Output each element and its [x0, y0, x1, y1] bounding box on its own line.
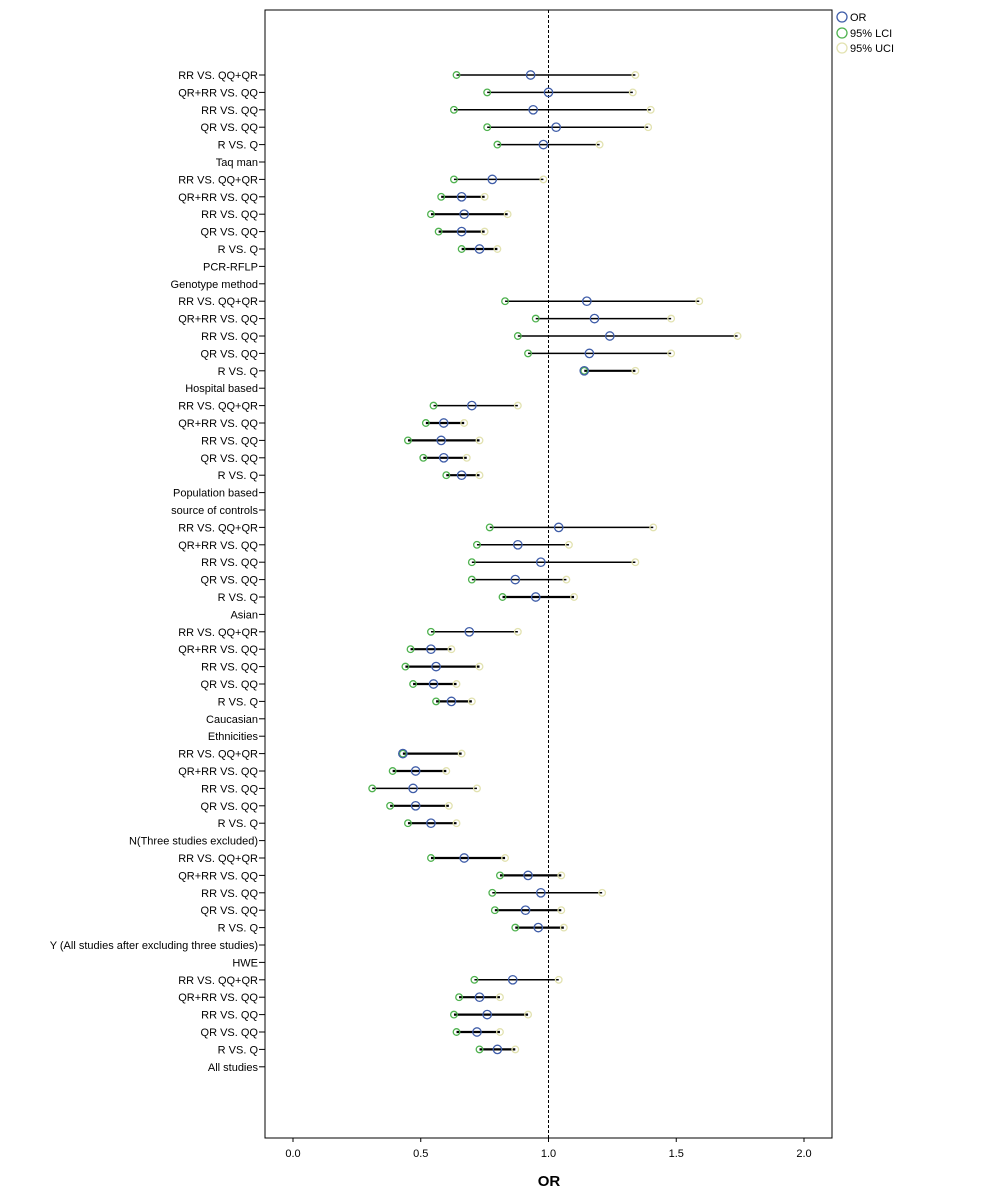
- category-label: R VS. Q: [217, 818, 258, 831]
- legend-or-label: OR: [850, 12, 867, 24]
- category-label: RR VS. QQ+QR: [178, 748, 258, 761]
- y-tick-group: [259, 75, 265, 1067]
- x-tick-label: 1.5: [668, 1148, 684, 1160]
- x-tick-label: 2.0: [796, 1148, 812, 1160]
- category-label: RR VS. QQ: [201, 661, 258, 674]
- category-label: RR VS. QQ: [201, 209, 258, 222]
- legend-uci-marker: [837, 43, 847, 53]
- category-label: RR VS. QQ: [201, 887, 258, 900]
- category-label: Hospital based: [185, 383, 258, 396]
- category-label: QR VS. QQ: [200, 905, 258, 918]
- category-label: R VS. Q: [217, 365, 258, 378]
- x-tick-label: 0.5: [413, 1148, 429, 1160]
- category-label: RR VS. QQ: [201, 435, 258, 448]
- category-label: All studies: [207, 1061, 258, 1074]
- category-label: QR VS. QQ: [200, 226, 258, 239]
- category-label: RR VS. QQ+QR: [178, 70, 258, 82]
- category-label: RR VS. QQ: [201, 331, 258, 343]
- category-label: R VS. Q: [217, 244, 258, 256]
- category-label: RR VS. QQ+QR: [178, 974, 258, 987]
- category-label: source of controls: [171, 505, 258, 517]
- category-label: QR+RR VS. QQ: [178, 766, 258, 778]
- category-label: QR VS. QQ: [200, 574, 258, 587]
- category-label: Taq man: [215, 157, 258, 169]
- category-label: RR VS. QQ+QR: [178, 853, 258, 865]
- category-label: QR+RR VS. QQ: [178, 313, 258, 326]
- category-label: RR VS. QQ+QR: [178, 522, 258, 535]
- category-label: QR VS. QQ: [200, 1027, 258, 1039]
- legend-lci-marker: [837, 28, 847, 38]
- category-label: RR VS. QQ+QR: [178, 626, 258, 639]
- category-label: QR+RR VS. QQ: [178, 191, 258, 204]
- category-label: RR VS. QQ: [201, 1009, 258, 1022]
- category-label: QR+RR VS. QQ: [178, 418, 258, 430]
- category-label: N(Three studies excluded): [128, 835, 258, 848]
- legend-or-marker: [837, 12, 847, 22]
- category-label: R VS. Q: [217, 1044, 258, 1057]
- category-label: RR VS. QQ: [201, 557, 258, 570]
- category-label: QR VS. QQ: [200, 122, 258, 135]
- category-label: PCR-RFLP: [202, 261, 258, 274]
- category-label: RR VS. QQ: [201, 104, 258, 117]
- category-label: RR VS. QQ+QR: [178, 174, 258, 187]
- category-label: Asian: [230, 609, 258, 622]
- category-label: RR VS. QQ: [201, 783, 258, 796]
- x-tick-label: 0.0: [285, 1148, 301, 1160]
- legend-lci-label: 95% LCI: [850, 28, 893, 40]
- category-label: QR+RR VS. QQ: [178, 644, 258, 657]
- legend-uci-label: 95% UCI: [850, 43, 895, 55]
- category-label: R VS. Q: [217, 592, 258, 604]
- category-label: QR VS. QQ: [200, 679, 258, 691]
- category-label: Population based: [172, 487, 258, 500]
- x-tick-label: 1.0: [540, 1148, 557, 1160]
- category-label: RR VS. QQ+QR: [178, 400, 258, 413]
- category-label: RR VS. QQ+QR: [178, 296, 258, 309]
- category-label: QR+RR VS. QQ: [178, 87, 258, 100]
- category-label: HWE: [232, 957, 258, 970]
- category-label: Ethnicities: [207, 731, 258, 744]
- category-label: R VS. Q: [217, 696, 258, 709]
- category-label: Genotype method: [170, 278, 258, 291]
- category-label: QR VS. QQ: [200, 452, 258, 465]
- category-label: R VS. Q: [217, 470, 258, 483]
- category-label: Y (All studies after excluding three studies): [49, 940, 258, 952]
- legend: [837, 12, 894, 55]
- category-label: R VS. Q: [217, 139, 258, 152]
- category-label: QR+RR VS. QQ: [178, 870, 258, 883]
- category-label: Caucasian: [206, 713, 258, 726]
- category-label: QR VS. QQ: [200, 348, 258, 361]
- plot-frame: [265, 10, 832, 1138]
- category-labels: [50, 70, 259, 1074]
- category-label: QR+RR VS. QQ: [178, 992, 258, 1005]
- x-axis: [285, 1138, 811, 1160]
- category-label: R VS. Q: [217, 922, 258, 935]
- category-label: QR VS. QQ: [200, 800, 258, 813]
- x-axis-title: OR: [537, 1173, 561, 1190]
- data-rows: [369, 71, 741, 1054]
- category-label: QR+RR VS. QQ: [178, 539, 258, 552]
